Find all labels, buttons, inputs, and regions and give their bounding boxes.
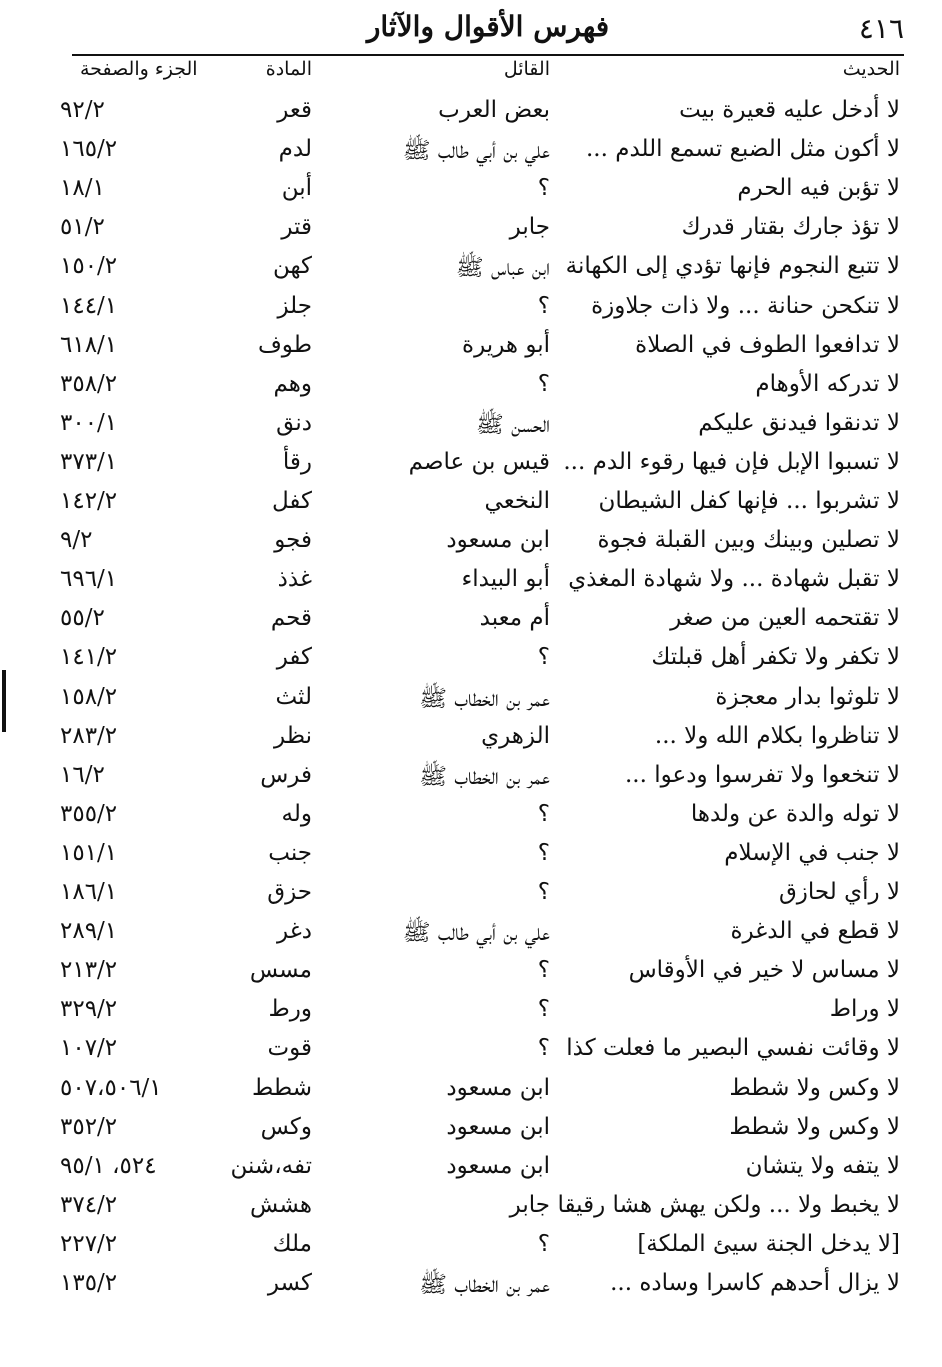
- table-row: [0, 566, 942, 605]
- column-header-qail: القائل: [503, 58, 550, 80]
- qail-text: ؟: [537, 292, 550, 319]
- hadith-text: لا جنب في الإسلام: [724, 839, 900, 866]
- ref-text: ٥٠٧،٥٠٦/١: [60, 1074, 162, 1101]
- table-row: [0, 293, 942, 332]
- ref-text: ١٥٨/٢: [60, 683, 118, 710]
- hadith-text: لا تتبع النجوم فإنها تؤدي إلى الكهانة: [565, 253, 900, 280]
- qail-text: ؟: [537, 839, 550, 866]
- page-number: ٤١٦: [858, 12, 904, 45]
- hadith-text: لا أدخل عليه قعيرة بيت: [679, 97, 900, 123]
- madda-text: هشش: [250, 1191, 312, 1218]
- hadith-text: لا تلوثوا بدار معجزة: [715, 683, 900, 710]
- ref-text: ١٤١/٢: [60, 644, 118, 671]
- qail-text: ؟: [537, 879, 550, 905]
- table-row: [0, 488, 942, 527]
- qail-text: ؟: [537, 644, 550, 671]
- table-row: [0, 801, 942, 840]
- madda-text: قعر: [277, 97, 312, 123]
- table-row: [0, 723, 942, 762]
- qail-text: عمر بن الخطاب ﷺ: [419, 1272, 550, 1298]
- table-row: [0, 605, 942, 644]
- madda-text: كفر: [276, 644, 312, 671]
- hadith-text: لا تشربوا ... فإنها كفل الشيطان: [598, 488, 900, 514]
- page-title: فهرس الأقوال والآثار: [366, 10, 610, 43]
- madda-text: شطط: [252, 1074, 312, 1101]
- hadith-text: لا وكس ولا شطط: [729, 1074, 900, 1101]
- table-row: [0, 136, 942, 175]
- column-header-hadith: الحديث: [842, 58, 900, 80]
- hadith-text: لا تدافعوا الطوف في الصلاة: [635, 331, 900, 358]
- hadith-text: لا تقبل شهادة ... ولا شهادة المغذي: [568, 566, 900, 593]
- madda-text: رقأ: [282, 448, 312, 475]
- ref-text: ١٦/٢: [60, 761, 105, 788]
- hadith-text: لا يزال أحدهم كاسرا وساده ...: [610, 1270, 900, 1296]
- madda-text: مسس: [249, 957, 312, 984]
- table-row: [0, 957, 942, 996]
- qail-text: أبو هريرة: [462, 331, 550, 358]
- ref-text: ١٠٧/٢: [60, 1035, 118, 1062]
- madda-text: لثث: [275, 683, 312, 710]
- qail-text: أبو البيداء: [461, 566, 550, 593]
- table-row: [0, 97, 942, 136]
- ref-text: ١٤٢/٢: [60, 488, 118, 514]
- hadith-text: لا تؤبن فيه الحرم: [737, 175, 900, 202]
- madda-text: دغر: [277, 918, 312, 945]
- ref-text: ٦١٨/١: [60, 331, 118, 358]
- hadith-text: لا أكون مثل الضبع تسمع اللدم ...: [585, 136, 900, 163]
- qail-text: جابر: [509, 214, 550, 241]
- qail-text: علي بن أبي طالب ﷺ: [402, 138, 550, 165]
- qail-text: ؟: [537, 957, 550, 984]
- column-headers: [0, 58, 942, 97]
- madda-text: كفل: [271, 488, 312, 514]
- table-row: [0, 1114, 942, 1153]
- hadith-text: لا تدنقوا فيدنق عليكم: [698, 409, 900, 436]
- qail-text: قيس بن عاصم: [408, 448, 550, 475]
- hadith-text: لا تؤذ جارك بقتار قدرك: [681, 214, 900, 241]
- column-header-madda: المادة: [265, 58, 312, 80]
- ref-text: ٣٧٤/٢: [60, 1191, 118, 1218]
- hadith-text: لا تصلين وبينك وبين القبلة فجوة: [597, 527, 900, 554]
- qail-text: جابر: [509, 1191, 550, 1218]
- hadith-text: لا رأي لحازق: [778, 879, 900, 905]
- madda-text: دنق: [276, 409, 312, 436]
- madda-text: ورط: [268, 996, 312, 1023]
- qail-text: النخعي: [484, 488, 550, 514]
- table-row: [0, 762, 942, 801]
- ref-text: ٢٨٩/١: [60, 918, 118, 945]
- ref-text: ٩/٢: [60, 527, 93, 554]
- qail-text: ؟: [537, 1230, 550, 1257]
- hadith-text: لا توله والدة عن ولدها: [690, 800, 900, 827]
- qail-text: ابن مسعود: [446, 1113, 550, 1140]
- table-row: [0, 1231, 942, 1270]
- madda-text: وله: [281, 800, 312, 827]
- madda-text: فجو: [274, 527, 312, 554]
- madda-text: ملك: [272, 1230, 312, 1257]
- page-header: [72, 10, 904, 56]
- hadith-text: [لا يدخل الجنة سيئ الملكة]: [637, 1230, 900, 1257]
- hadith-text: لا يتفه ولا يتشان: [745, 1152, 900, 1179]
- hadith-text: لا يخبط ولا ... ولكن يهش هشا رقيقا: [557, 1191, 900, 1218]
- table-row: [0, 644, 942, 683]
- hadith-text: لا تنخعوا ولا تفرسوا ودعوا ...: [624, 761, 900, 788]
- qail-text: ؟: [537, 175, 550, 202]
- table-row: [0, 332, 942, 371]
- hadith-text: لا وراط: [829, 996, 900, 1023]
- madda-text: لدم: [278, 136, 312, 163]
- table-row: [0, 1075, 942, 1114]
- madda-text: وكس: [260, 1113, 312, 1140]
- qail-text: عمر بن الخطاب ﷺ: [419, 763, 550, 790]
- ref-text: ١٨٦/١: [60, 879, 118, 905]
- qail-text: الزهري: [481, 722, 550, 749]
- madda-text: كسر: [267, 1270, 312, 1296]
- ref-text: ١٥٠/٢: [60, 253, 118, 280]
- madda-text: طوف: [257, 331, 312, 358]
- table-row: [0, 175, 942, 214]
- qail-text: علي بن أبي طالب ﷺ: [402, 920, 550, 947]
- table-row: [0, 253, 942, 292]
- madda-text: غذذ: [277, 566, 312, 593]
- table-row: [0, 1035, 942, 1074]
- ref-text: ٣٢٩/٢: [60, 996, 118, 1023]
- madda-text: حزق: [267, 879, 312, 905]
- ref-text: ٢٨٣/٢: [60, 722, 118, 749]
- qail-text: ابن عباس ﷺ: [455, 255, 550, 282]
- table-row: [0, 879, 942, 918]
- ref-text: ٢١٣/٢: [60, 957, 118, 984]
- table-row: [0, 996, 942, 1035]
- ref-text: ٣٥٥/٢: [60, 800, 118, 827]
- table-row: [0, 449, 942, 488]
- table-row: [0, 410, 942, 449]
- table-row: [0, 918, 942, 957]
- qail-text: ؟: [537, 996, 550, 1023]
- table-row: [0, 214, 942, 253]
- qail-text: ؟: [537, 370, 550, 397]
- madda-text: فرس: [260, 761, 312, 788]
- hadith-text: لا قطع في الدغرة: [730, 918, 900, 945]
- hadith-text: لا تنكحن حنانة ... ولا ذات جلاوزة: [591, 292, 900, 319]
- ref-text: ١٤٤/١: [60, 292, 118, 319]
- madda-text: أبن: [281, 175, 312, 202]
- ref-text: ٣٥٨/٢: [60, 370, 118, 397]
- qail-text: ؟: [537, 1035, 550, 1062]
- qail-text: بعض العرب: [438, 97, 550, 123]
- qail-text: عمر بن الخطاب ﷺ: [419, 685, 550, 712]
- hadith-text: لا تكفر ولا تكفر أهل قبلتك: [651, 644, 900, 671]
- ref-text: ٣٠٠/١: [60, 409, 118, 436]
- ref-text: ٢٢٧/٢: [60, 1230, 118, 1257]
- hadith-text: لا تدركه الأوهام: [755, 370, 900, 397]
- madda-text: قتر: [281, 214, 312, 241]
- hadith-text: لا تسبوا الإبل فإن فيها رقوء الدم ...: [563, 448, 900, 475]
- madda-text: كهن: [272, 253, 312, 280]
- madda-text: جنب: [268, 839, 312, 866]
- madda-text: جلز: [277, 292, 312, 319]
- qail-text: ابن مسعود: [446, 527, 550, 554]
- hadith-text: لا تقتحمه العين من صغر: [670, 605, 900, 632]
- ref-text: ٣٧٣/١: [60, 448, 118, 475]
- qail-text: الحسن ﷺ: [476, 411, 550, 438]
- table-row: [0, 840, 942, 879]
- ref-text: ٥١/٢: [60, 214, 105, 241]
- margin-mark: [2, 670, 6, 732]
- qail-text: ؟: [537, 800, 550, 827]
- ref-text: ١٦٥/٢: [60, 136, 118, 163]
- hadith-text: لا وكس ولا شطط: [729, 1113, 900, 1140]
- madda-text: قوت: [267, 1035, 312, 1062]
- table-row: [0, 1270, 942, 1309]
- qail-text: أم معبد: [479, 605, 550, 632]
- madda-text: نظر: [274, 722, 312, 749]
- table-row: [0, 1153, 942, 1192]
- column-header-ref: الجزء والصفحة: [80, 58, 198, 80]
- ref-text: ٣٥٢/٢: [60, 1113, 118, 1140]
- ref-text: ١٨/١: [60, 175, 105, 202]
- ref-text: ١٥١/١: [60, 839, 118, 866]
- hadith-text: لا مساس لا خير في الأوقاس: [628, 957, 900, 984]
- ref-text: ٥٥/٢: [60, 605, 105, 632]
- ref-text: ٩٢/٢: [60, 97, 105, 123]
- ref-text: ١٣٥/٢: [60, 1270, 118, 1296]
- table-row: [0, 371, 942, 410]
- madda-text: وهم: [273, 370, 312, 397]
- hadith-text: لا تناظروا بكلام الله ولا ...: [654, 722, 900, 749]
- madda-text: تفه،شنن: [230, 1152, 312, 1179]
- madda-text: قحم: [270, 605, 312, 632]
- qail-text: ابن مسعود: [446, 1074, 550, 1101]
- qail-text: ابن مسعود: [446, 1152, 550, 1179]
- hadith-text: لا وقائت نفسي البصير ما فعلت كذا: [566, 1035, 900, 1062]
- table-row: [0, 527, 942, 566]
- table-row: [0, 684, 942, 723]
- ref-text: ٦٩٦/١: [60, 566, 118, 593]
- table-row: [0, 1192, 942, 1231]
- ref-text: ٥٢٤، ٩٥/١: [60, 1152, 157, 1179]
